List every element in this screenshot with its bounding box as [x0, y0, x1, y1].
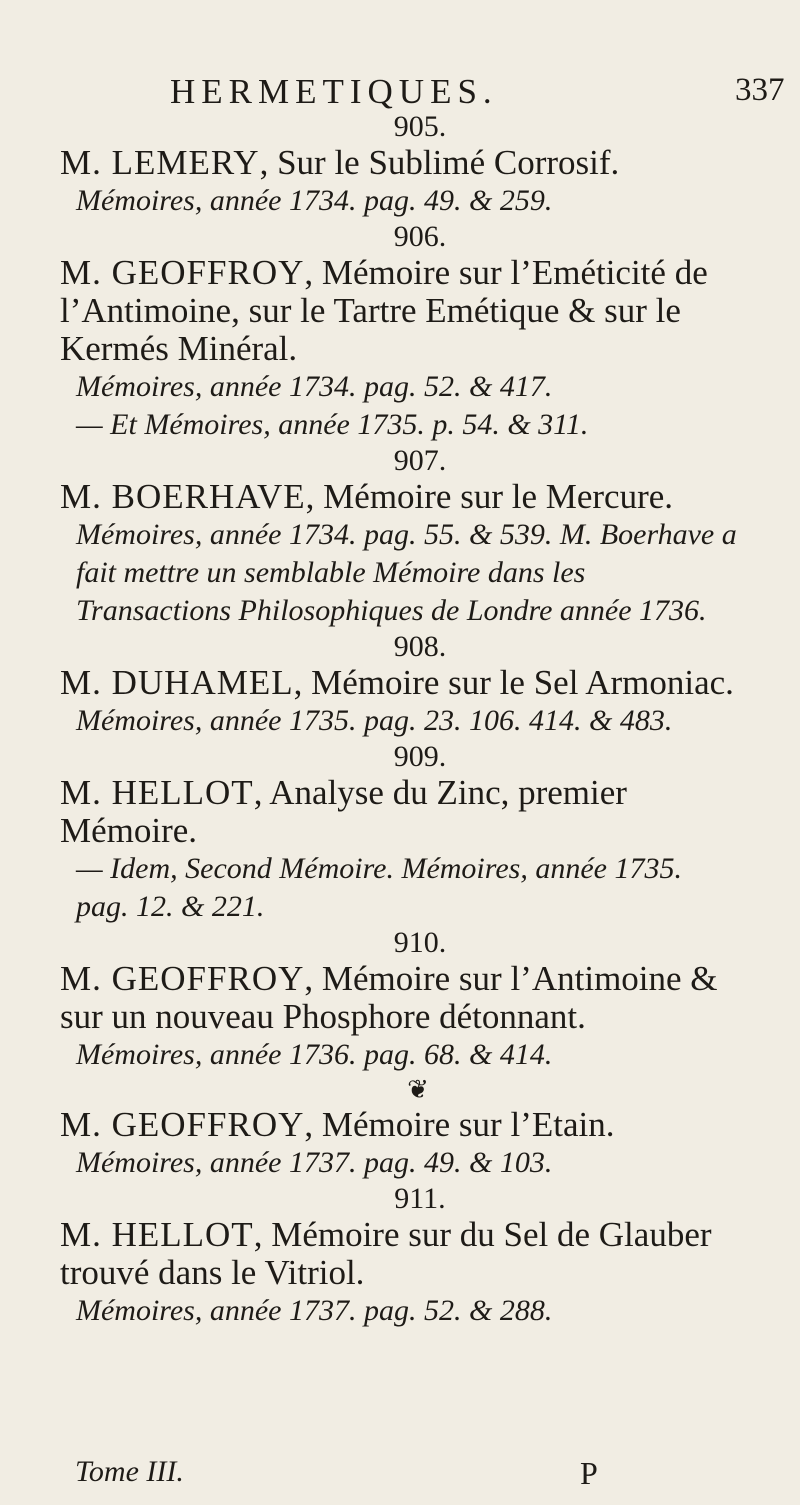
volume-label: Tome III. — [75, 1455, 184, 1488]
entry-title: , Sur le Sublimé Corrosif. — [259, 143, 620, 182]
page-number: 337 — [735, 72, 785, 108]
entry-906 — [60, 220, 740, 444]
entry-author: M. LEMERY — [60, 143, 260, 182]
ornament-icon: ❦ — [407, 1075, 429, 1104]
entry-title: , Mémoire sur l’Eméticité de l’Antimoine, sur le Tartre Emétique & sur le Kermés Minéral. — [60, 253, 708, 368]
entry-title: , Analyse du Zinc, premier Mémoire. — [60, 773, 627, 850]
entry-number: 906. — [393, 220, 447, 253]
entry-909 — [60, 740, 740, 926]
entry-extra-citation: — Et Mémoires, année 1735. p. 54. & 311. — [76, 408, 589, 441]
entry-911 — [60, 1182, 740, 1330]
entry-title: , Mémoire sur le Mercure. — [305, 477, 674, 516]
entry-number: 905. — [393, 110, 447, 143]
signature-mark: P — [580, 1455, 598, 1491]
entry-author: M. BOERHAVE — [60, 477, 306, 516]
entry-author: M. GEOFFROY — [60, 1105, 305, 1144]
entry-citation: Mémoires, année 1737. pag. 52. & 288. — [76, 1294, 553, 1327]
entry-unnumbered — [60, 1106, 740, 1182]
entry-author: M. DUHAMEL — [60, 663, 294, 702]
entry-910 — [60, 926, 740, 1074]
entry-extra-citation: — Idem, Second Mémoire. Mémoires, année 1735. pag. 12. & 221. — [76, 852, 682, 923]
entry-author: M. HELLOT — [60, 773, 254, 812]
entries-list — [60, 110, 740, 1330]
entry-number: 908. — [393, 630, 447, 663]
entry-citation: Mémoires, année 1735. pag. 23. 106. 414. & 483. — [76, 704, 673, 737]
entry-number: 909. — [393, 740, 447, 773]
page-footer — [75, 1455, 755, 1495]
entry-title: , Mémoire sur du Sel de Glauber trouvé dans le Vitriol. — [60, 1215, 712, 1292]
entry-905 — [60, 110, 740, 220]
entry-title: , Mémoire sur l’Etain. — [304, 1105, 615, 1144]
entry-citation: Mémoires, année 1737. pag. 49. & 103. — [76, 1146, 553, 1179]
entry-author: M. HELLOT — [60, 1215, 254, 1254]
entry-number: 907. — [393, 444, 447, 477]
entry-title: , Mémoire sur l’Antimoine & sur un nouveau Phosphore détonnant. — [60, 959, 718, 1036]
entry-citation: Mémoires, année 1734. pag. 55. & 539. M. Boerhave a fait mettre un semblable Mémoire dans les Transactions Philosophiques de Londre année 1736. — [76, 518, 737, 627]
entry-citation: Mémoires, année 1736. pag. 68. & 414. — [76, 1038, 553, 1071]
entry-908 — [60, 630, 740, 740]
entry-907 — [60, 444, 740, 630]
entry-citation: Mémoires, année 1734. pag. 52. & 417. — [76, 370, 553, 403]
running-title: HERMETIQUES. — [170, 72, 498, 111]
entry-number: 911. — [394, 1182, 446, 1215]
entry-citation: Mémoires, année 1734. pag. 49. & 259. — [76, 184, 553, 217]
entry-title: , Mémoire sur le Sel Armoniac. — [293, 663, 734, 702]
entry-author: M. GEOFFROY — [60, 253, 305, 292]
entry-number: 910. — [393, 926, 447, 959]
entry-author: M. GEOFFROY — [60, 959, 305, 998]
